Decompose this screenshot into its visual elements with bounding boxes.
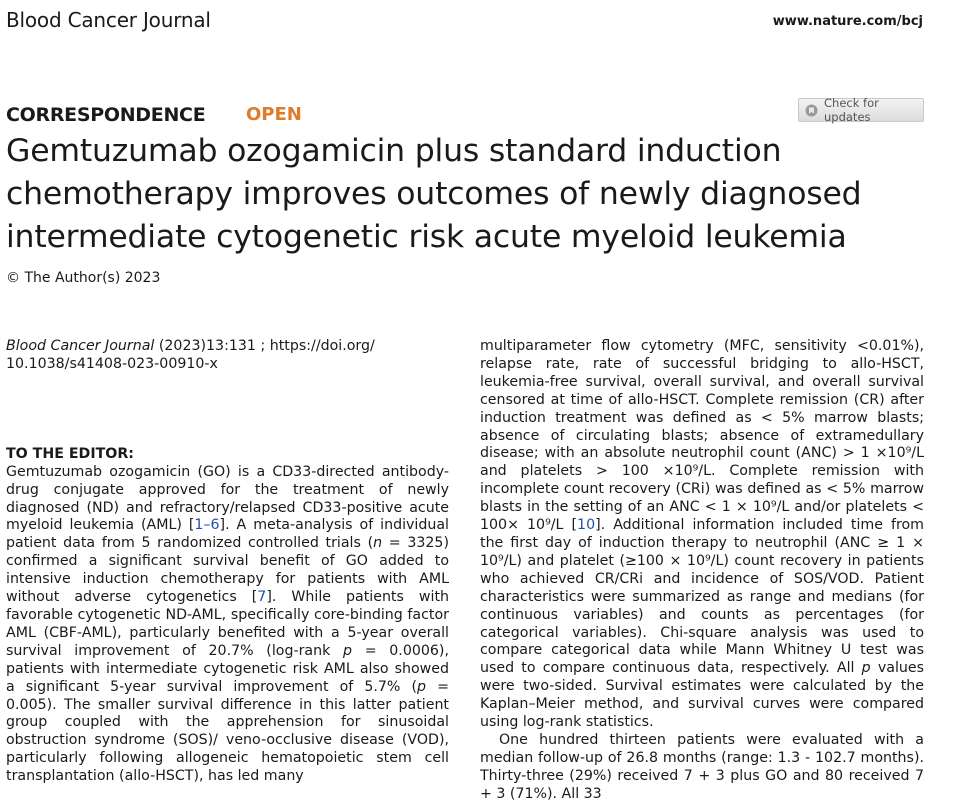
- section-label: CORRESPONDENCE: [6, 104, 206, 126]
- reference-link[interactable]: 1: [194, 517, 204, 534]
- citation-doi[interactable]: (2023)13:131 ; https://doi.org/ 10.1038/s41408-023-00910-x: [6, 338, 375, 372]
- text-run: ]. A meta-analysis of individual patient data from 5 randomized controlled trials (: [6, 517, 449, 552]
- journal-name: Blood Cancer Journal: [6, 8, 211, 32]
- text-run: = 0.005). The smaller survival difference in this latter patient group coupled with the apprehension for sinusoidal obstruction syndrome (SOS)/ veno-occlusive disease (VOD), particularly following allogeneic hematopoietic stem cell transplantation (allo-HSCT), has led many: [6, 678, 450, 785]
- check-for-updates-button[interactable]: [798, 98, 924, 122]
- citation-journal: Blood Cancer Journal: [6, 338, 155, 354]
- text-run: = 0.0006), patients with intermediate cytogenetic risk AML also showed a significant 5-year survival improvement of 5.7% (: [6, 642, 449, 695]
- paragraph-methods: [480, 338, 924, 732]
- italic-n: n: [373, 535, 383, 552]
- text-run: Gemtuzumab ozogamicin (GO) is a CD33-directed antibody-drug conjugate approved for the treatment of newly diagnosed (ND) and refractory/relapsed CD33-positive acute myeloid leukemia (AML) [: [6, 463, 449, 534]
- text-run: ]. While patients with favorable cytogenetic ND-AML, specifically core-binding factor AML (CBF-AML), particularly benefited with a 5-year overall survival improvement of 20.7% (log-rank: [6, 589, 449, 659]
- left-column: [6, 338, 449, 786]
- journal-url-link[interactable]: www.nature.com/bcj: [772, 14, 923, 29]
- text-run: multiparameter flow cytometry (MFC, sensitivity <0.01%), relapse rate, rate of successful bridging to allo-HSCT, leukemia-free survival, overall survival, and overall survival censored at time of allo-HSCT. Complete remission (CR) after induction treatment was defined as < 5% marrow blasts; absence of circulating blasts; absence of extramedullary disease; with an absolute neutrophil count (ANC) > 1 ×10⁹/L and platelets > 100 ×10⁹/L. Complete remission with incomplete count recovery (CRi) was defined as < 5% marrow blasts in the setting of an ANC < 1 × 10⁹/L and/or platelets < 100× 10⁹/L [: [480, 338, 924, 534]
- copyright-notice: © The Author(s) 2023: [6, 270, 161, 286]
- paragraph-1: [6, 464, 449, 786]
- right-column: [480, 338, 924, 804]
- text-run: values were two-sided. Survival estimates were calculated by the Kaplan–Meier method, and survival curves were compared using log-rank statistics.: [480, 660, 925, 731]
- check-updates-label: Check for updates: [824, 96, 879, 124]
- check-updates-icon: [805, 104, 818, 117]
- italic-p: p: [343, 642, 353, 659]
- article-title: Gemtuzumab ozogamicin plus standard induction chemotherapy improves outcomes of newly diagnosed intermediate cytogenetic risk acute myeloid leukemia: [6, 133, 862, 255]
- reference-link[interactable]: 10: [577, 517, 596, 534]
- italic-p: p: [417, 678, 427, 695]
- italic-p: p: [861, 660, 871, 677]
- reference-dash: –: [203, 517, 211, 534]
- open-access-badge: OPEN: [246, 104, 302, 125]
- citation: [6, 338, 449, 374]
- section-heading: TO THE EDITOR:: [6, 445, 134, 462]
- text-run: = 3325) confirmed a significant survival benefit of GO added to intensive induction chemotherapy for patients with AML without adverse cytogenetics [: [6, 535, 449, 606]
- reference-link[interactable]: 6: [210, 517, 220, 534]
- paragraph-results: One hundred thirteen patients were evaluated with a median follow-up of 26.8 months (range: 1.3 - 102.7 months). Thirty-three (29%) received 7 + 3 plus GO and 80 received 7 + 3 (71%). All 33: [480, 731, 924, 802]
- reference-link[interactable]: 7: [257, 589, 267, 606]
- text-run: ]. Additional information included time from the first day of induction therapy to neutrophil (ANC ≥ 1 × 10⁹/L) and platelet (≥100 × 10⁹/L) count recovery in patients who achieved CR/CRi and incidence of SOS/VOD. Patient characteristics were summarized as range and medians (for continuous variables) and counts as percentages (for categorical variables). Chi-square analysis was used to compare categorical data while Mann Whitney U test was used to compare continuous data, respectively. All: [480, 517, 924, 677]
